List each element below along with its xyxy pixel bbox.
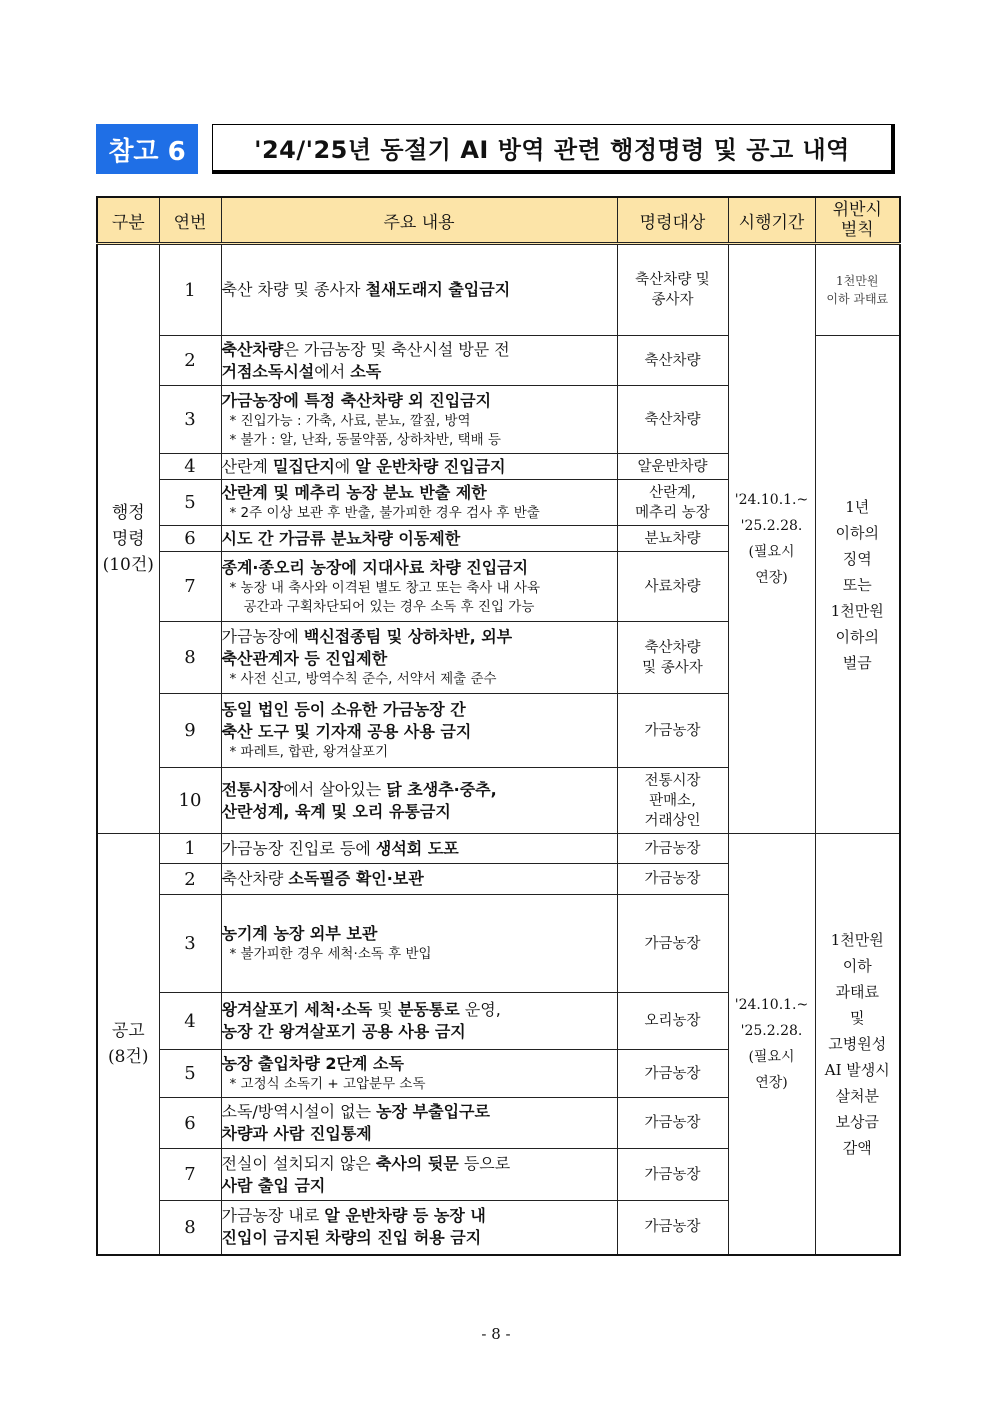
row-target: 분뇨차량 bbox=[617, 526, 728, 552]
category-orders: 행정 명령 (10건) bbox=[97, 244, 159, 834]
row-number: 5 bbox=[159, 480, 221, 526]
row-number: 6 bbox=[159, 1098, 221, 1149]
penalty-orders: 1년 이하의 징역 또는 1천만원 이하의 벌금 bbox=[815, 336, 900, 834]
row-number: 8 bbox=[159, 1201, 221, 1255]
col-period: 시행기간 bbox=[728, 197, 815, 244]
row-target: 오리농장 bbox=[617, 993, 728, 1050]
col-penalty: 위반시 벌칙 bbox=[815, 197, 900, 244]
row-number: 1 bbox=[159, 834, 221, 864]
row-target: 가금농장 bbox=[617, 895, 728, 993]
col-content: 주요 내용 bbox=[221, 197, 617, 244]
row-number: 6 bbox=[159, 526, 221, 552]
row-content: 가금농장에 백신접종팀 및 상하차반, 외부 축산관계자 등 진입제한 * 사전 신고, 방역수칙 준수, 서약서 제출 준수 bbox=[221, 622, 617, 694]
row-target: 가금농장 bbox=[617, 834, 728, 864]
row-content: 가금농장에 특정 축산차량 외 진입금지 * 진입가능 : 가축, 사료, 분뇨, 깔짚, 방역 * 불가 : 알, 난좌, 동물약품, 상하차반, 택배 등 bbox=[221, 386, 617, 454]
row-content: 축산차량은 가금농장 및 축산시설 방문 전 거점소독시설에서 소독 bbox=[221, 336, 617, 386]
row-target: 축산차량 및 종사자 bbox=[617, 622, 728, 694]
row-content: 축산차량 소독필증 확인·보관 bbox=[221, 864, 617, 895]
row-content: 종계·종오리 농장에 지대사료 차량 진입금지 * 농장 내 축사와 이격된 별도 창고 또는 축사 내 사육 공간과 구획차단되어 있는 경우 소독 후 진입 가능 bbox=[221, 552, 617, 622]
row-number: 3 bbox=[159, 895, 221, 993]
row-target: 축산차량 bbox=[617, 336, 728, 386]
row-number: 7 bbox=[159, 1149, 221, 1201]
period-orders: '24.10.1.~ '25.2.28. (필요시 연장) bbox=[728, 244, 815, 834]
category-notices: 공고 (8건) bbox=[97, 834, 159, 1255]
row-content: 가금농장 진입로 등에 생석회 도포 bbox=[221, 834, 617, 864]
row-content: 축산 차량 및 종사자 철새도래지 출입금지 bbox=[221, 244, 617, 336]
row-target: 전통시장 판매소, 거래상인 bbox=[617, 768, 728, 834]
row-number: 8 bbox=[159, 622, 221, 694]
row-target: 축산차량 bbox=[617, 386, 728, 454]
penalty-notices: 1천만원 이하 과태료 및 고병원성 AI 발생시 살처분 보상금 감액 bbox=[815, 834, 900, 1255]
row-target: 가금농장 bbox=[617, 1098, 728, 1149]
col-category: 구분 bbox=[97, 197, 159, 244]
row-number: 3 bbox=[159, 386, 221, 454]
row-content: 가금농장 내로 알 운반차량 등 농장 내 진입이 금지된 차량의 진입 허용 금지 bbox=[221, 1201, 617, 1255]
table-row bbox=[97, 834, 900, 864]
row-content: 산란계 밀집단지에 알 운반차량 진입금지 bbox=[221, 454, 617, 480]
row-content: 전통시장에서 살아있는 닭 초생추·중추, 산란성계, 육계 및 오리 유통금지 bbox=[221, 768, 617, 834]
row-content: 동일 법인 등이 소유한 가금농장 간 축산 도구 및 기자재 공용 사용 금지 * 파레트, 합판, 왕겨살포기 bbox=[221, 694, 617, 768]
row-number: 2 bbox=[159, 336, 221, 386]
table-row bbox=[97, 244, 900, 336]
row-number: 10 bbox=[159, 768, 221, 834]
row-target: 알운반차량 bbox=[617, 454, 728, 480]
page-title: '24/'25년 동절기 AI 방역 관련 행정명령 및 공고 내역 bbox=[212, 124, 895, 174]
row-number: 5 bbox=[159, 1050, 221, 1098]
order-table bbox=[96, 196, 901, 1256]
row-target: 가금농장 bbox=[617, 694, 728, 768]
row-number: 9 bbox=[159, 694, 221, 768]
row-target: 산란계, 메추리 농장 bbox=[617, 480, 728, 526]
page-number: - 8 - bbox=[481, 1325, 511, 1343]
row-target: 축산차량 및 종사자 bbox=[617, 244, 728, 336]
row-target: 가금농장 bbox=[617, 864, 728, 895]
row-number: 4 bbox=[159, 993, 221, 1050]
penalty-row1: 1천만원 이하 과태료 bbox=[815, 244, 900, 336]
period-notices: '24.10.1.~ '25.2.28. (필요시 연장) bbox=[728, 834, 815, 1255]
row-content: 왕겨살포기 세척·소독 및 분동통로 운영, 농장 간 왕겨살포기 공용 사용 금지 bbox=[221, 993, 617, 1050]
row-number: 1 bbox=[159, 244, 221, 336]
row-content: 농장 출입차량 2단계 소독 * 고정식 소독기 + 고압분무 소독 bbox=[221, 1050, 617, 1098]
row-content: 소독/방역시설이 없는 농장 부출입구로 차량과 사람 진입통제 bbox=[221, 1098, 617, 1149]
row-target: 가금농장 bbox=[617, 1149, 728, 1201]
row-content: 농기계 농장 외부 보관 * 불가피한 경우 세척·소독 후 반입 bbox=[221, 895, 617, 993]
row-content: 시도 간 가금류 분뇨차량 이동제한 bbox=[221, 526, 617, 552]
row-content: 산란계 및 메추리 농장 분뇨 반출 제한 * 2주 이상 보관 후 반출, 불가피한 경우 검사 후 반출 bbox=[221, 480, 617, 526]
col-number: 연번 bbox=[159, 197, 221, 244]
row-number: 4 bbox=[159, 454, 221, 480]
reference-badge: 참고 6 bbox=[96, 124, 198, 174]
row-target: 가금농장 bbox=[617, 1050, 728, 1098]
row-target: 가금농장 bbox=[617, 1201, 728, 1255]
col-target: 명령대상 bbox=[617, 197, 728, 244]
row-number: 2 bbox=[159, 864, 221, 895]
row-content: 전실이 설치되지 않은 축사의 뒷문 등으로 사람 출입 금지 bbox=[221, 1149, 617, 1201]
row-number: 7 bbox=[159, 552, 221, 622]
row-target: 사료차량 bbox=[617, 552, 728, 622]
page-header bbox=[96, 124, 898, 174]
